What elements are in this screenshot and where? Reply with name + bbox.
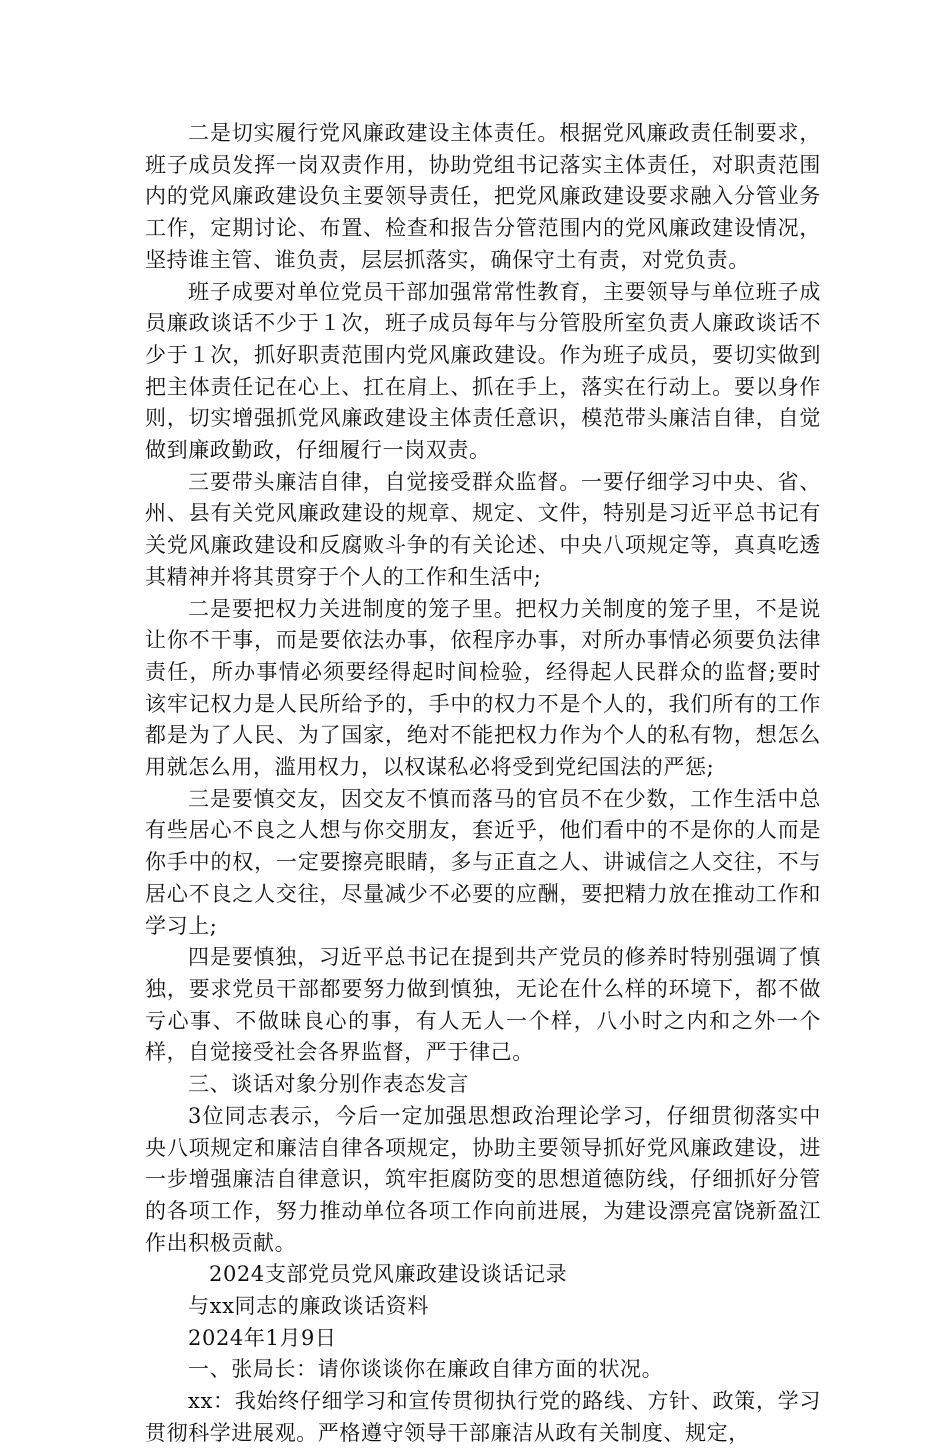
- section-heading: 三、谈话对象分别作表态发言: [188, 1072, 469, 1097]
- record-subtitle: 与xx同志的廉政谈话资料: [188, 1294, 429, 1319]
- answer-1: xx：我始终仔细学习和宣传贯彻执行党的路线、方针、政策，学习贯彻科学进展观。严格遵守领导干部廉洁从政有关制度、规定，: [145, 1389, 821, 1445]
- paragraph-self-discipline: 三要带头廉洁自律，自觉接受群众监督。一要仔细学习中央、省、州、县有关党风廉政建设的规章、规定、文件，特别是习近平总书记有关党风廉政建设和反腐败斗争的有关论述、中央八项规定等，真真吃透其精神并将其贯穿于个人的工作和生活中;: [145, 469, 821, 589]
- paragraph-closing: 3位同志表示，今后一定加强思想政治理论学习，仔细贯彻落实中央八项规定和廉洁自律各项规定，协助主要领导抓好党风廉政建设，进一步增强廉洁自律意识，筑牢拒腐防变的思想道德防线，仔细抓好分管的各项工作，努力推动单位各项工作向前进展，为建设漂亮富饶新盈江作出积极贡献。: [145, 1103, 821, 1255]
- paragraph-self-restraint: 四是要慎独，习近平总书记在提到共产党员的修养时特别强调了慎独，要求党员干部都要努力做到慎独，无论在什么样的环境下，都不做亏心事、不做昧良心的事，有人无人一个样，八小时之内和之外一个样，自觉接受社会各界监督，严于律己。: [145, 945, 821, 1065]
- paragraph-responsibility: 二是切实履行党风廉政建设主体责任。根据党风廉政责任制要求，班子成员发挥一岗双责作用，协助党组书记落实主体责任，对职责范围内的党风廉政建设负主要领导责任，把党风廉政建设要求融入分管业务工作，定期讨论、布置、检查和报告分管范围内的党风廉政建设情况，坚持谁主管、谁负责，层层抓落实，确保守土有责，对党负责。: [145, 121, 821, 272]
- question-1: 一、张局长：请你谈谈你在廉政自律方面的状况。: [188, 1357, 664, 1382]
- paragraph-team-education: 班子成要对单位党员干部加强常常性教育，主要领导与单位班子成员廉政谈话不少于１次，班子成员每年与分管股所室负责人廉政谈话不少于１次，抓好职责范围内党风廉政建设。作为班子成员，要切实做到把主体责任记在心上、扛在肩上、抓在手上，落实在行动上。要以身作则，切实增强抓党风廉政建设主体责任意识，模范带头廉洁自律，自觉做到廉政勤政，仔细履行一岗双责。: [145, 279, 821, 463]
- paragraph-careful-friends: 三是要慎交友，因交友不慎而落马的官员不在少数，工作生活中总有些居心不良之人想与你交朋友，套近乎，他们看中的不是你的人而是你手中的权，一定要擦亮眼睛，多与正直之人、讲诚信之人交往，不与居心不良之人交往，尽量减少不必要的应酬，要把精力放在推动工作和学习上;: [145, 786, 821, 938]
- record-title: 2024支部党员党风廉政建设谈话记录: [209, 1262, 568, 1287]
- paragraph-power-cage: 二是要把权力关进制度的笼子里。把权力关制度的笼子里，不是说让你不干事，而是要依法办事，依程序办事，对所办事情必须要负法律责任，所办事情必须要经得起时间检验，经得起人民群众的监督;要时该牢记权力是人民所给予的，手中的权力不是个人的，我们所有的工作都是为了人民、为了国家，绝对不能把权力作为个人的私有物，想怎么用就怎么用，滥用权力，以权谋私必将受到党纪国法的严惩;: [145, 596, 821, 780]
- record-date: 2024年1月9日: [188, 1325, 337, 1350]
- document-body: [145, 118, 821, 1450]
